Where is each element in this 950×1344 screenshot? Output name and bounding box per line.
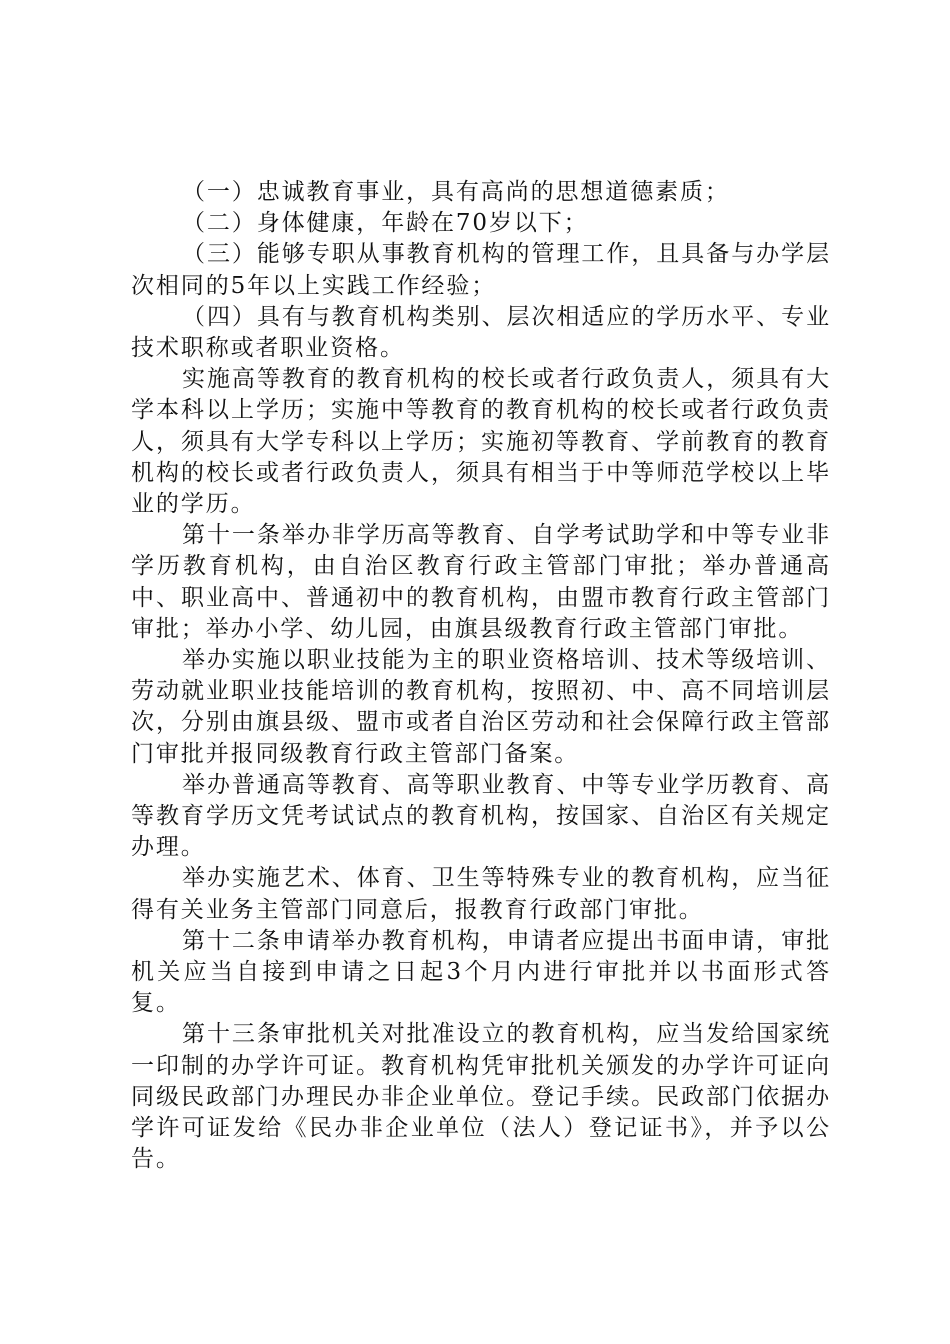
paragraph-8: 举办普通高等教育、高等职业教育、中等专业学历教育、高等教育学历文凭考试试点的教育机构，按国家、自治区有关规定办理。	[131, 771, 831, 861]
document-body	[131, 177, 831, 1176]
paragraph-4: （四）具有与教育机构类别、层次相适应的学历水平、专业技术职称或者职业资格。	[131, 303, 831, 362]
paragraph-2: （二）身体健康，年龄在70岁以下；	[182, 210, 589, 237]
paragraph-10: 第十二条申请举办教育机构，申请者应提出书面申请，审批机关应当自接到申请之日起3个月内进行审批并以书面形式答复。	[131, 927, 831, 1017]
paragraph-6: 第十一条举办非学历高等教育、自学考试助学和中等专业非学历教育机构，由自治区教育行政主管部门审批；举办普通高中、职业高中、普通初中的教育机构，由盟市教育行政主管部门审批；举办小学、幼儿园，由旗县级教育行政主管部门审批。	[131, 522, 831, 642]
paragraph-5: 实施高等教育的教育机构的校长或者行政负责人，须具有大学本科以上学历；实施中等教育的教育机构的校长或者行政负责人，须具有大学专科以上学历；实施初等教育、学前教育的教育机构的校长或者行政负责人，须具有相当于中等师范学校以上毕业的学历。	[131, 366, 831, 518]
paragraph-9: 举办实施艺术、体育、卫生等特殊专业的教育机构，应当征得有关业务主管部门同意后，报教育行政部门审批。	[131, 865, 831, 923]
paragraph-3: （三）能够专职从事教育机构的管理工作，且具备与办学层次相同的5年以上实践工作经验；	[131, 241, 831, 299]
paragraph-1: （一）忠诚教育事业，具有高尚的思想道德素质；	[182, 179, 730, 205]
paragraph-7: 举办实施以职业技能为主的职业资格培训、技术等级培训、劳动就业职业技能培训的教育机构，按照初、中、高不同培训层次，分别由旗县级、盟市或者自治区劳动和社会保障行政主管部门审批并报同级教育行政主管部门备案。	[131, 647, 831, 767]
paragraph-11: 第十三条审批机关对批准设立的教育机构，应当发给国家统一印制的办学许可证。教育机构凭审批机关颁发的办学许可证向同级民政部门办理民办非企业单位。登记手续。民政部门依据办学许可证发给《民办非企业单位（法人）登记证书》，并予以公告。	[131, 1021, 831, 1173]
